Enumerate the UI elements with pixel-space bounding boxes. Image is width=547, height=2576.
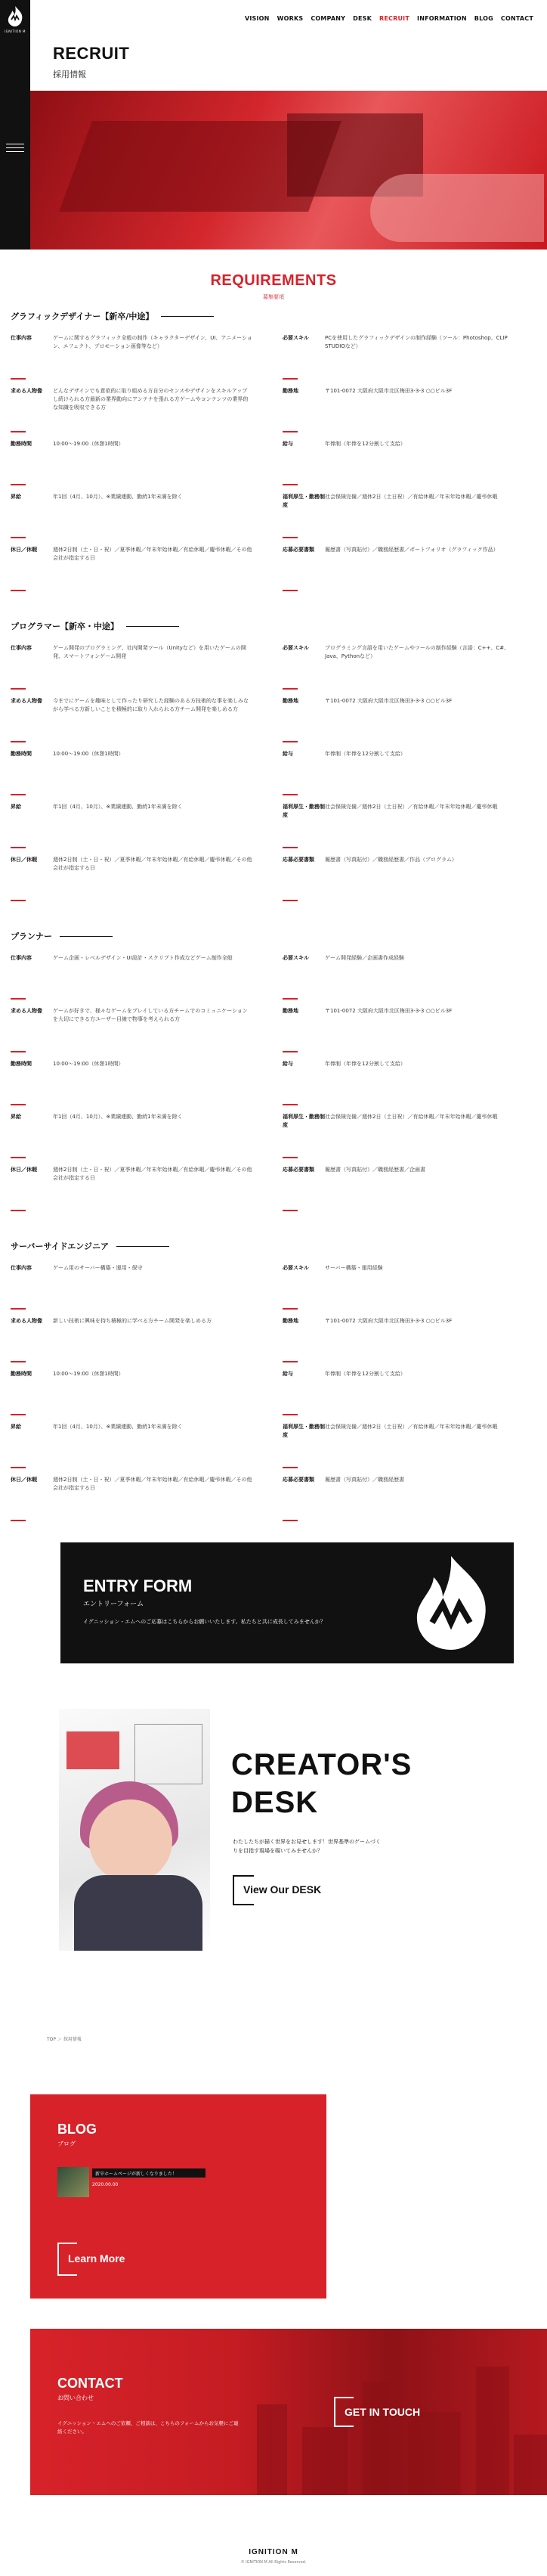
red-accent-mark (283, 1414, 298, 1415)
requirement-label: 福利厚生・勤務制度 (283, 1114, 325, 1128)
flame-logo-icon (5, 5, 25, 27)
section-title (11, 930, 524, 942)
requirement-label: 給与 (283, 441, 293, 447)
page-title: RECRUIT (53, 44, 130, 63)
requirement-label: 勤務地 (283, 388, 298, 394)
requirement-item (283, 856, 524, 909)
requirement-item (283, 697, 524, 750)
requirement-value: 10:00〜19:00（休憩1時間） (53, 751, 124, 757)
requirement-value: 週休2日制（土・日・祝）／夏季休暇／年末年始休暇／有給休暇／慶弔休暇／その他会社が指定する日 (53, 547, 252, 561)
blog-card-date: 2020.00.00 (92, 2182, 119, 2187)
section-title (11, 620, 524, 632)
red-accent-mark (11, 1467, 26, 1468)
requirement-label: 求める人物像 (11, 1008, 42, 1014)
learn-more-button[interactable] (57, 2243, 163, 2276)
red-accent-mark (283, 741, 298, 742)
view-our-desk-button[interactable] (233, 1875, 354, 1905)
contact-desc: イグニッション・エムへのご依頼、ご相談は、こちらのフォームからお気軽にご連絡ください。 (57, 2420, 239, 2435)
requirement-label: 応募必要書類 (283, 857, 314, 863)
requirement-item (283, 1113, 524, 1166)
blog-section (30, 2094, 326, 2299)
nav-works[interactable]: WORKS (277, 15, 304, 22)
red-accent-mark (283, 1210, 298, 1211)
red-accent-mark (11, 847, 26, 848)
requirement-section (11, 1240, 524, 1529)
requirement-item (283, 1370, 524, 1423)
contact-section (30, 2329, 547, 2495)
requirement-section (11, 620, 524, 909)
requirement-value: 年俸制（年俸を12分割して支給） (325, 751, 406, 757)
requirement-item (283, 1264, 524, 1317)
requirement-item (11, 387, 252, 440)
red-accent-mark (283, 794, 298, 795)
flame-mascot-icon (409, 1553, 493, 1653)
copyright: © IGNITION M All Rights Reserved. (240, 2560, 307, 2565)
requirement-item (11, 803, 252, 856)
requirement-value: ゲーム企画・レベルデザイン・UI設計・スクリプト作成などゲーム制作全般 (53, 955, 233, 961)
requirement-value: 〒101-0072 大阪府大阪市北区梅田3-3-3 ○○ビル3F (325, 1318, 453, 1324)
requirement-item (11, 1317, 252, 1370)
logo-text: IGNITION M (5, 29, 26, 33)
requirement-value: 社会保険完備／週休2日（土日祝）／有給休暇／年末年始休暇／慶弔休暇 (325, 1114, 498, 1120)
requirement-item (11, 1423, 252, 1476)
requirement-item (283, 1317, 524, 1370)
requirement-item (283, 1423, 524, 1476)
red-accent-mark (11, 688, 26, 690)
requirement-item (283, 546, 524, 599)
requirement-value: 社会保険完備／週休2日（土日祝）／有給休暇／年末年始休暇／慶弔休暇 (325, 1424, 498, 1430)
red-accent-mark (283, 378, 298, 380)
section-title-rule (126, 626, 179, 627)
requirement-label: 必要スキル (283, 645, 309, 651)
requirement-label: 福利厚生・勤務制度 (283, 804, 325, 818)
requirement-section (11, 930, 524, 1219)
nav-desk[interactable]: DESK (353, 15, 372, 22)
section-title (11, 1240, 524, 1252)
requirement-item (283, 644, 524, 697)
requirement-value: 週休2日制（土・日・祝）／夏季休暇／年末年始休暇／有給休暇／慶弔休暇／その他会社が指定する日 (53, 1167, 252, 1181)
requirement-value: 年俸制（年俸を12分割して支給） (325, 1061, 406, 1067)
nav-blog[interactable]: BLOG (474, 15, 493, 22)
red-accent-mark (11, 1361, 26, 1362)
requirement-value: 社会保険完備／週休2日（土日祝）／有給休暇／年末年始休暇／慶弔休暇 (325, 804, 498, 810)
requirement-value: ゲーム開発経験／企画書作成経験 (325, 955, 404, 961)
requirement-label: 必要スキル (283, 955, 309, 961)
nav-recruit[interactable]: RECRUIT (379, 15, 410, 22)
hero-image (30, 91, 547, 250)
requirement-value: 10:00〜19:00（休憩1時間） (53, 441, 124, 447)
section-title (11, 310, 524, 322)
requirement-label: 必要スキル (283, 335, 309, 341)
red-accent-mark (283, 484, 298, 485)
requirement-item (11, 1476, 252, 1529)
requirement-label: 勤務地 (283, 1318, 298, 1324)
red-accent-mark (11, 1104, 26, 1105)
nav-contact[interactable]: CONTACT (500, 15, 533, 22)
requirement-label: 勤務時間 (11, 1371, 32, 1377)
nav-company[interactable]: COMPANY (311, 15, 346, 22)
requirement-label: 休日／休暇 (11, 547, 37, 553)
requirement-value: ゲームに関するグラフィック全般の制作（キャラクターデザイン、UI、アニメーション、エフェクト、プロモーション画像等など） (53, 335, 252, 349)
red-accent-mark (283, 590, 298, 591)
red-accent-mark (11, 590, 26, 591)
requirement-value: 年1回（4月、10月）、※業績連動、勤続1年未満を除く (53, 1424, 183, 1430)
requirement-value: ゲーム開発のプログラミング、社内開発ツール（Unityなど）を用いたゲームの開発、スマートフォンゲーム開発 (53, 645, 246, 659)
red-accent-mark (11, 1308, 26, 1310)
requirement-value: 年1回（4月、10月）、※業績連動、勤続1年未満を除く (53, 1114, 183, 1120)
section-title-text: グラフィックデザイナー【新卒/中途】 (11, 312, 154, 321)
red-accent-mark (283, 1467, 298, 1468)
nav-information[interactable]: INFORMATION (417, 15, 467, 22)
main-nav (245, 15, 533, 22)
requirement-label: 昇給 (11, 1114, 21, 1120)
menu-icon[interactable] (6, 144, 24, 155)
requirement-value: 週休2日制（土・日・祝）／夏季休暇／年末年始休暇／有給休暇／慶弔休暇／その他会社が指定する日 (53, 857, 252, 871)
red-accent-mark (11, 484, 26, 485)
requirement-label: 昇給 (11, 494, 21, 500)
requirement-label: 応募必要書類 (283, 1167, 314, 1173)
get-in-touch-button[interactable] (334, 2397, 447, 2427)
requirement-item (283, 1476, 524, 1529)
red-accent-mark (11, 1414, 26, 1415)
creators-desk-image (59, 1709, 210, 1951)
requirement-label: 休日／休暇 (11, 1167, 37, 1173)
contact-title: CONTACT (57, 2376, 123, 2391)
requirement-item (11, 1113, 252, 1166)
requirement-value: 社会保険完備／週休2日（土日祝）／有給休暇／年末年始休暇／慶弔休暇 (325, 494, 498, 500)
requirement-value: 年俸制（年俸を12分割して支給） (325, 441, 406, 447)
requirement-item (11, 1007, 252, 1060)
requirement-value: 10:00〜19:00（休憩1時間） (53, 1061, 124, 1067)
section-title-rule (60, 936, 113, 937)
red-accent-mark (283, 537, 298, 538)
red-accent-mark (11, 1520, 26, 1521)
breadcrumb[interactable]: TOP ＞ 採用情報 (47, 2037, 82, 2042)
requirement-label: 昇給 (11, 804, 21, 810)
requirement-item (283, 440, 524, 493)
view-our-desk-label: View Our DESK (243, 1883, 322, 1896)
requirement-value: 10:00〜19:00（休憩1時間） (53, 1371, 124, 1377)
requirement-value: 〒101-0072 大阪府大阪市北区梅田3-3-3 ○○ビル3F (325, 698, 453, 704)
requirement-label: 福利厚生・勤務制度 (283, 494, 325, 508)
red-accent-mark (283, 900, 298, 901)
requirement-value: サーバー構築・運用経験 (325, 1265, 383, 1271)
requirement-item (11, 750, 252, 803)
red-accent-mark (283, 1051, 298, 1052)
red-accent-mark (283, 847, 298, 848)
requirement-label: 応募必要書類 (283, 547, 314, 553)
requirement-value: 週休2日制（土・日・祝）／夏季休暇／年末年始休暇／有給休暇／慶弔休暇／その他会社が指定する日 (53, 1477, 252, 1491)
section-title-text: プランナー (11, 932, 52, 941)
requirement-label: 休日／休暇 (11, 1477, 37, 1483)
requirement-value: 年俸制（年俸を12分割して支給） (325, 1371, 406, 1377)
blog-card[interactable] (57, 2167, 206, 2197)
red-accent-mark (283, 1104, 298, 1105)
blog-card-title: 新卒ホームページが新しくなりました！ (92, 2168, 206, 2178)
requirements-subtitle: 募集要項 (263, 294, 284, 300)
requirement-item (11, 644, 252, 697)
requirement-item (283, 803, 524, 856)
requirement-label: 求める人物像 (11, 698, 42, 704)
creators-desk-desc: わたしたちが描く世界をお見せします！世界基準のゲームづくりを目指す現場を覗いてみませんか？ (233, 1839, 381, 1854)
requirement-item (283, 334, 524, 387)
entry-form-banner[interactable] (60, 1542, 514, 1663)
requirement-item (11, 493, 252, 546)
red-accent-mark (283, 1157, 298, 1158)
requirement-value: 履歴書（写真貼付）／職務経歴書／企画書 (325, 1167, 425, 1173)
requirement-item (283, 493, 524, 546)
footer-logo[interactable]: IGNITION M (249, 2548, 298, 2556)
section-title-text: プログラマー【新卒・中途】 (11, 622, 119, 631)
entry-desc: イグニッション・エムへのご応募はこちらからお願いいたします。私たちと共に成長してみませんか？ (83, 1619, 326, 1625)
requirement-value: 今までにゲームを趣味として作ったり研究した経験のある方技術的な事を楽しみながら学べる方新しいことを積極的に取り入れられる方チーム開発を楽しめる方 (53, 698, 249, 712)
requirement-item (283, 750, 524, 803)
requirement-item (11, 1370, 252, 1423)
requirement-value: ゲーム用のサーバー構築・運用・保守 (53, 1265, 143, 1271)
requirement-value: 履歴書（写真貼付）／職務経歴書／ポートフォリオ（グラフィック作品） (325, 547, 499, 553)
requirement-label: 勤務時間 (11, 751, 32, 757)
requirement-value: どんなデザインでも意欲的に取り組める方自分のセンスやデザインをスキルアップし続けられる方最新の業界動向にアンテナを張れる方ゲームやコンテンツの業界的な知識を吸収できる方 (53, 388, 249, 411)
logo[interactable] (0, 0, 30, 60)
requirement-value: 年1回（4月、10月）、※業績連動、勤続1年未満を除く (53, 494, 183, 500)
requirement-value: 〒101-0072 大阪府大阪市北区梅田3-3-3 ○○ビル3F (325, 388, 453, 394)
requirement-label: 勤務地 (283, 1008, 298, 1014)
section-title-rule (161, 316, 214, 317)
requirement-label: 給与 (283, 1061, 293, 1067)
requirements-title: REQUIREMENTS (210, 272, 337, 289)
requirement-value: 履歴書（写真貼付）／職務経歴書／作品（プログラム） (325, 857, 457, 863)
red-accent-mark (11, 998, 26, 1000)
creators-desk-title: CREATOR'S (231, 1748, 413, 1781)
requirement-label: 休日／休暇 (11, 857, 37, 863)
requirement-label: 仕事内容 (11, 1265, 32, 1271)
requirement-label: 求める人物像 (11, 1318, 42, 1324)
red-accent-mark (11, 794, 26, 795)
section-title-rule (116, 1246, 169, 1247)
requirement-item (11, 334, 252, 387)
requirement-item (11, 1264, 252, 1317)
learn-more-label: Learn More (68, 2252, 125, 2264)
requirement-item (11, 856, 252, 909)
requirement-item (11, 1060, 252, 1113)
requirement-label: 勤務時間 (11, 1061, 32, 1067)
blog-subtitle: ブログ (57, 2140, 76, 2147)
requirement-label: 給与 (283, 751, 293, 757)
requirement-item (11, 440, 252, 493)
red-accent-mark (11, 378, 26, 380)
red-accent-mark (11, 1157, 26, 1158)
red-accent-mark (283, 1520, 298, 1521)
requirement-item (11, 954, 252, 1007)
requirement-item (11, 1166, 252, 1219)
requirement-label: 仕事内容 (11, 645, 32, 651)
requirement-item (11, 697, 252, 750)
entry-subtitle: エントリーフォーム (83, 1601, 144, 1608)
requirement-label: 応募必要書類 (283, 1477, 314, 1483)
requirement-item (283, 954, 524, 1007)
requirement-label: 勤務地 (283, 698, 298, 704)
left-rail (0, 60, 30, 250)
requirement-label: 福利厚生・勤務制度 (283, 1424, 325, 1438)
requirement-label: 必要スキル (283, 1265, 309, 1271)
requirement-value: ゲームが好きで、様々なゲームをプレイしている方チームでのコミュニケーションを大切にできる方ユーザー目線で物事を考えられる方 (53, 1008, 248, 1022)
section-title-text: サーバーサイドエンジニア (11, 1242, 109, 1251)
requirement-item (11, 546, 252, 599)
red-accent-mark (11, 1051, 26, 1052)
red-accent-mark (283, 1308, 298, 1310)
requirement-section (11, 310, 524, 599)
requirement-value: 年1回（4月、10月）、※業績連動、勤続1年未満を除く (53, 804, 183, 810)
entry-title: ENTRY FORM (83, 1576, 193, 1595)
red-accent-mark (11, 900, 26, 901)
contact-subtitle: お問い合わせ (57, 2395, 94, 2401)
requirement-item (283, 1166, 524, 1219)
requirement-label: 昇給 (11, 1424, 21, 1430)
creators-desk-title-2: DESK (231, 1786, 319, 1819)
requirement-item (283, 1060, 524, 1113)
red-accent-mark (283, 431, 298, 432)
red-accent-mark (283, 688, 298, 690)
red-accent-mark (11, 431, 26, 432)
requirement-label: 勤務時間 (11, 441, 32, 447)
nav-vision[interactable]: VISION (244, 15, 270, 22)
requirement-value: プログラミング言語を用いたゲームやツールの制作経験（言語：C++、C#、Java、Pythonなど） (325, 645, 510, 659)
get-in-touch-label: GET IN TOUCH (345, 2406, 421, 2418)
red-accent-mark (11, 741, 26, 742)
red-accent-mark (11, 537, 26, 538)
requirement-label: 仕事内容 (11, 335, 32, 341)
requirement-value: 〒101-0072 大阪府大阪市北区梅田3-3-3 ○○ビル3F (325, 1008, 453, 1014)
requirement-label: 給与 (283, 1371, 293, 1377)
page-subtitle: 採用情報 (53, 70, 86, 79)
red-accent-mark (11, 1210, 26, 1211)
requirement-label: 仕事内容 (11, 955, 32, 961)
requirement-value: 履歴書（写真貼付）／職務経歴書 (325, 1477, 404, 1483)
red-accent-mark (283, 1361, 298, 1362)
requirement-value: PCを使用したグラフィックデザインの制作経験（ツール：Photoshop、CLIP STUDIOなど） (325, 335, 508, 349)
requirement-item (283, 1007, 524, 1060)
blog-thumbnail (57, 2167, 89, 2197)
requirement-value: 新しい技術に興味を持ち積極的に学べる方チーム開発を楽しめる方 (53, 1318, 212, 1324)
blog-title: BLOG (57, 2122, 97, 2137)
requirement-label: 求める人物像 (11, 388, 42, 394)
red-accent-mark (283, 998, 298, 1000)
requirement-item (283, 387, 524, 440)
